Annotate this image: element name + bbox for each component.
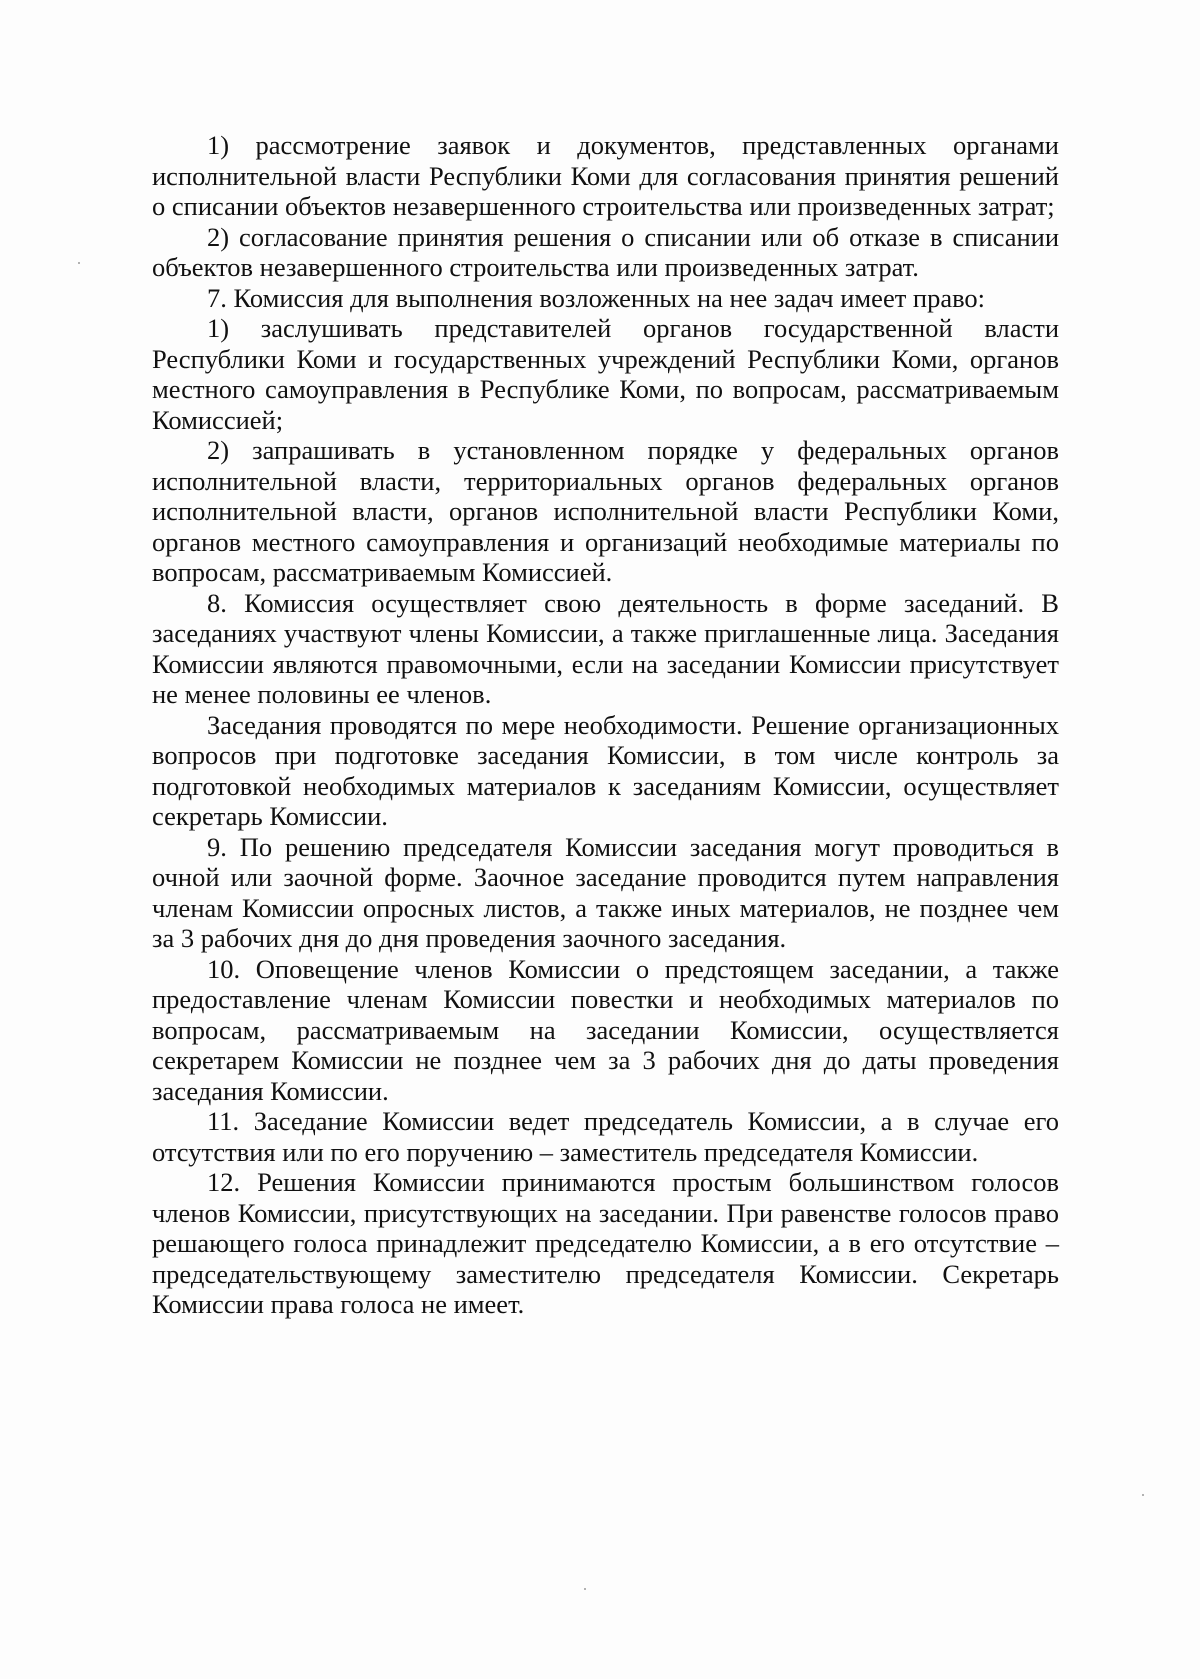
paragraph-6-1: 1) рассмотрение заявок и документов, представленных органами исполнительной власти Республики Коми для согласования принятия решений о списании объектов незавершенного строительства или произведенных затрат; bbox=[152, 130, 1059, 221]
scan-speck bbox=[584, 1588, 586, 1590]
paragraph-9: 9. По решению председателя Комиссии заседания могут проводиться в очной или заочной форме. Заочное заседание проводится путем направления членам Комиссии опросных листов, а также иных материалов, не позднее чем за 3 рабочих дня до дня проведения заочного заседания. bbox=[152, 831, 1059, 953]
document-body bbox=[152, 130, 1059, 1320]
paragraph-12: 12. Решения Комиссии принимаются простым большинством голосов членов Комиссии, присутствующих на заседании. При равенстве голосов право решающего голоса принадлежит председателю Комиссии, а в его отсутствие – председательствующему заместителю председателя Комиссии. Секретарь Комиссии права голоса не имеет. bbox=[152, 1167, 1059, 1319]
paragraph-11: 11. Заседание Комиссии ведет председатель Комиссии, а в случае его отсутствия или по его поручению – заместитель председателя Комиссии. bbox=[152, 1106, 1059, 1167]
paragraph-6-2: 2) согласование принятия решения о списании или об отказе в списании объектов незавершенного строительства или произведенных затрат. bbox=[152, 221, 1059, 282]
paragraph-8: 8. Комиссия осуществляет свою деятельность в форме заседаний. В заседаниях участвуют члены Комиссии, а также приглашенные лица. Заседания Комиссии являются правомочными, если на заседании Комиссии присутствует не менее половины ее членов. bbox=[152, 587, 1059, 709]
paragraph-7: 7. Комиссия для выполнения возложенных на нее задач имеет право: bbox=[207, 282, 986, 313]
paragraph-10: 10. Оповещение членов Комиссии о предстоящем заседании, а также предоставление членам Комиссии повестки и необходимых материалов по вопросам, рассматриваемым на заседании Комиссии, осуществляется секретарем Комиссии не позднее чем за 3 рабочих дня до даты проведения заседания Комиссии. bbox=[152, 953, 1059, 1106]
scan-speck bbox=[1142, 1494, 1144, 1496]
scan-speck bbox=[78, 262, 80, 264]
paragraph-7-2: 2) запрашивать в установленном порядке у федеральных органов исполнительной власти, территориальных органов федеральных органов исполнительной власти, органов исполнительной власти Республики Коми, органов местного самоуправления и организаций необходимые материалы по вопросам, рассматриваемым Комиссией. bbox=[152, 435, 1059, 587]
paragraph-7-1: 1) заслушивать представителей органов государственной власти Республики Коми и государственных учреждений Республики Коми, органов местного самоуправления в Республике Коми, по вопросам, рассматриваемым Комиссией; bbox=[152, 313, 1059, 435]
paragraph-8-meetings: Заседания проводятся по мере необходимости. Решение организационных вопросов при подготовке заседания Комиссии, в том числе контроль за подготовкой необходимых материалов к заседаниям Комиссии, осуществляет секретарь Комиссии. bbox=[152, 709, 1059, 831]
